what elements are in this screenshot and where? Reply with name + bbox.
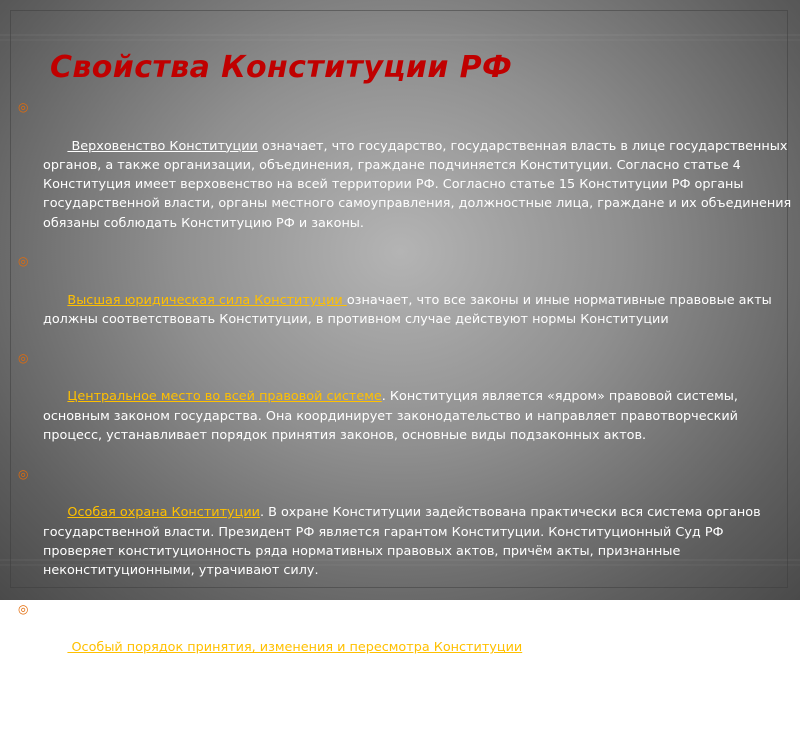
bullet-marker-icon: ◎ [18,100,29,114]
bullet-text: означает, что государство, государственная власть в лице государственных органов, а также организации, объединения, граждане подчиняется Конституции. Согласно статье 4 Конституция имеет верховенство на всей территории РФ. Согласно статье 15 Конституции РФ органы государственной власти, органы местного самоуправления, должностные лица, граждане и их объединения обязаны соблюдать Конституцию РФ и законы. [43,138,796,231]
bullet-lead: Центральное место во всей правовой системе [67,389,382,405]
bullet-item-1 [18,98,796,252]
bullet-text: . Конституция является «ядром» правовой системы, основным законом государства. Она координирует законодательство и направляет правотворческий процесс, устанавливает порядок принятия законов, основные виды подзаконных актов. [43,389,743,444]
bullet-marker-icon: ◎ [18,254,29,269]
bullet-item-4 [18,465,793,600]
bullet-marker-icon: ◎ [18,466,29,481]
bullet-list [18,98,796,735]
bullet-lead: Верховенство Конституции [67,138,258,154]
bullet-text: . В охране Конституции задействована практически вся система органов государственной власти. Президент РФ является гарантом Конституции. Конституционный Суд РФ проверяет конституционность ряда нормативных правовых актов, причём акты, признанные неконституционными, утрачивают силу. [43,505,765,579]
bullet-marker-icon: ◎ [18,350,29,365]
bullet-lead: Особая охрана Конституции [67,505,260,521]
bullet-item-3 [18,349,793,465]
bullet-item-2 [18,252,793,348]
slide-title: Свойства Конституции РФ [50,50,513,85]
bullet-lead: Высшая юридическая сила Конституции [67,292,347,308]
bullet-item-5 [18,600,793,735]
bullet-lead: Особый порядок принятия, изменения и пересмотра Конституции [67,640,523,656]
bullet-marker-icon: ◎ [18,601,29,616]
bullet-text: означает, что все законы и иные нормативные правовые акты должны соответствовать Конституции, в противном случае действуют нормы Конституции [43,292,776,328]
bullet-text: . Особый, усложнённый порядок изменения и пересмотра Конституции (Глава 9 статьи 134 — 137), характеризует её как «жёсткую» (в отличие от «гибких» конституций, изменяемых в том же порядке, что и другие законы), обеспечивает её стабильность. [43,640,771,714]
